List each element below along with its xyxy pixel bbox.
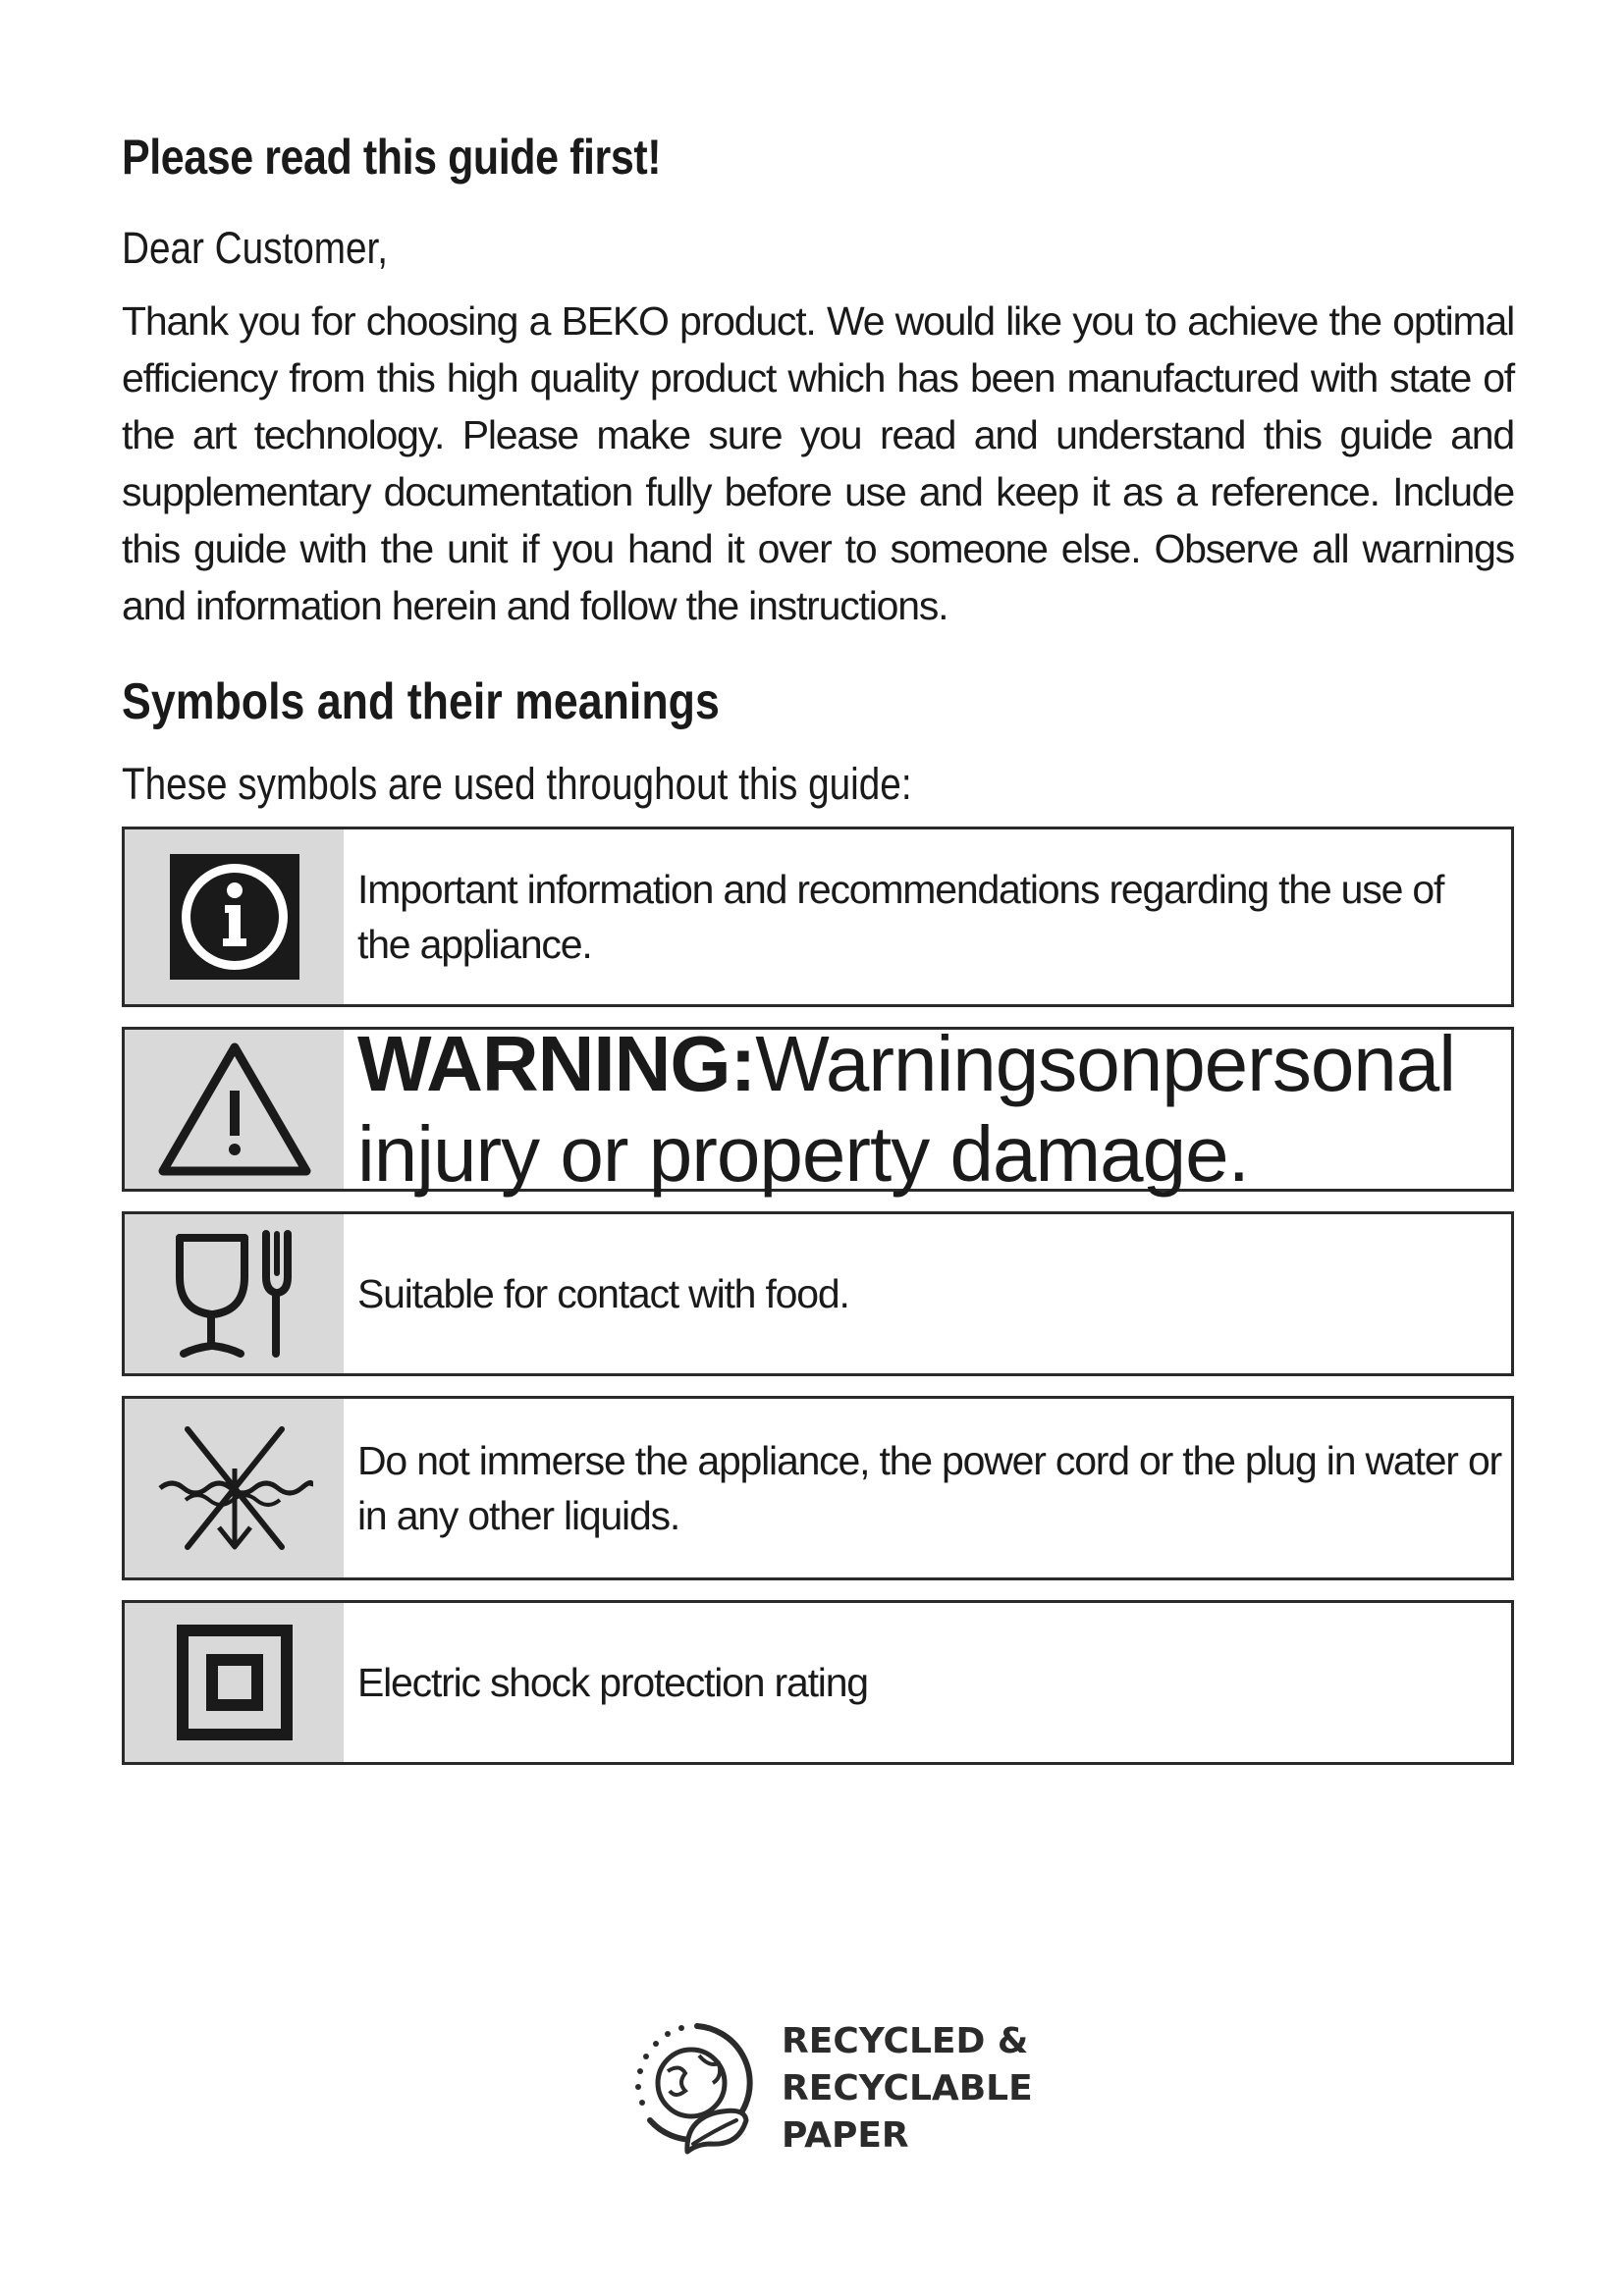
warning-triangle-icon [125, 1030, 344, 1189]
shock-protection-text: Electric shock protection rating [357, 1660, 868, 1706]
warning-text [344, 1020, 1511, 1199]
warning-word: on [1076, 1020, 1163, 1108]
double-insulation-icon [125, 1603, 344, 1762]
recycle-line: RECYCLABLE [782, 2067, 1033, 2109]
symbol-row-info [122, 827, 1514, 1007]
do-not-immerse-icon [125, 1399, 344, 1577]
symbols-heading: Symbols and their meanings [122, 673, 720, 730]
symbol-row-warning [122, 1020, 1514, 1199]
warning-label: WARNING: [357, 1020, 756, 1108]
food-contact-icon [125, 1214, 344, 1373]
warning-first-line [357, 1019, 1455, 1109]
info-text: Important information and recommendations regarding the use of the appliance. [357, 867, 1444, 968]
salutation: Dear Customer, [122, 223, 389, 273]
warning-word: personal [1162, 1020, 1456, 1108]
recycled-paper-label [782, 2018, 1033, 2160]
symbols-intro: These symbols are used throughout this guide: [122, 759, 912, 810]
symbol-row-immerse [122, 1396, 1514, 1580]
page-content [122, 128, 1514, 1785]
symbol-row-food [122, 1211, 1514, 1376]
food-contact-text: Suitable for contact with food. [357, 1271, 849, 1317]
recycled-paper-badge [628, 2012, 1033, 2164]
warning-word: Warnings [755, 1020, 1077, 1108]
recycled-paper-icon [628, 2012, 766, 2164]
symbol-row-shock [122, 1600, 1514, 1765]
recycle-line: RECYCLED & [782, 2020, 1029, 2061]
info-icon [125, 829, 344, 1004]
intro-paragraph: Thank you for choosing a BEKO product. We would like you to achieve the optimal efficiency from this high quality product which has been manufactured with state of the art technology. Please make sure you read and understand this guide and supplementary documentation fully before use and keep it as a reference. Include this guide with the unit if you hand it over to someone else. Observe all warnings and information herein and follow the instructions. [122, 298, 1514, 628]
page-title: Please read this guide first! [122, 130, 662, 185]
recycle-line: PAPER [782, 2114, 909, 2156]
do-not-immerse-text: Do not immerse the appliance, the power cord or the plug in water or in any other liquids. [357, 1438, 1501, 1539]
warning-second-line: injury or property damage. [357, 1110, 1249, 1199]
